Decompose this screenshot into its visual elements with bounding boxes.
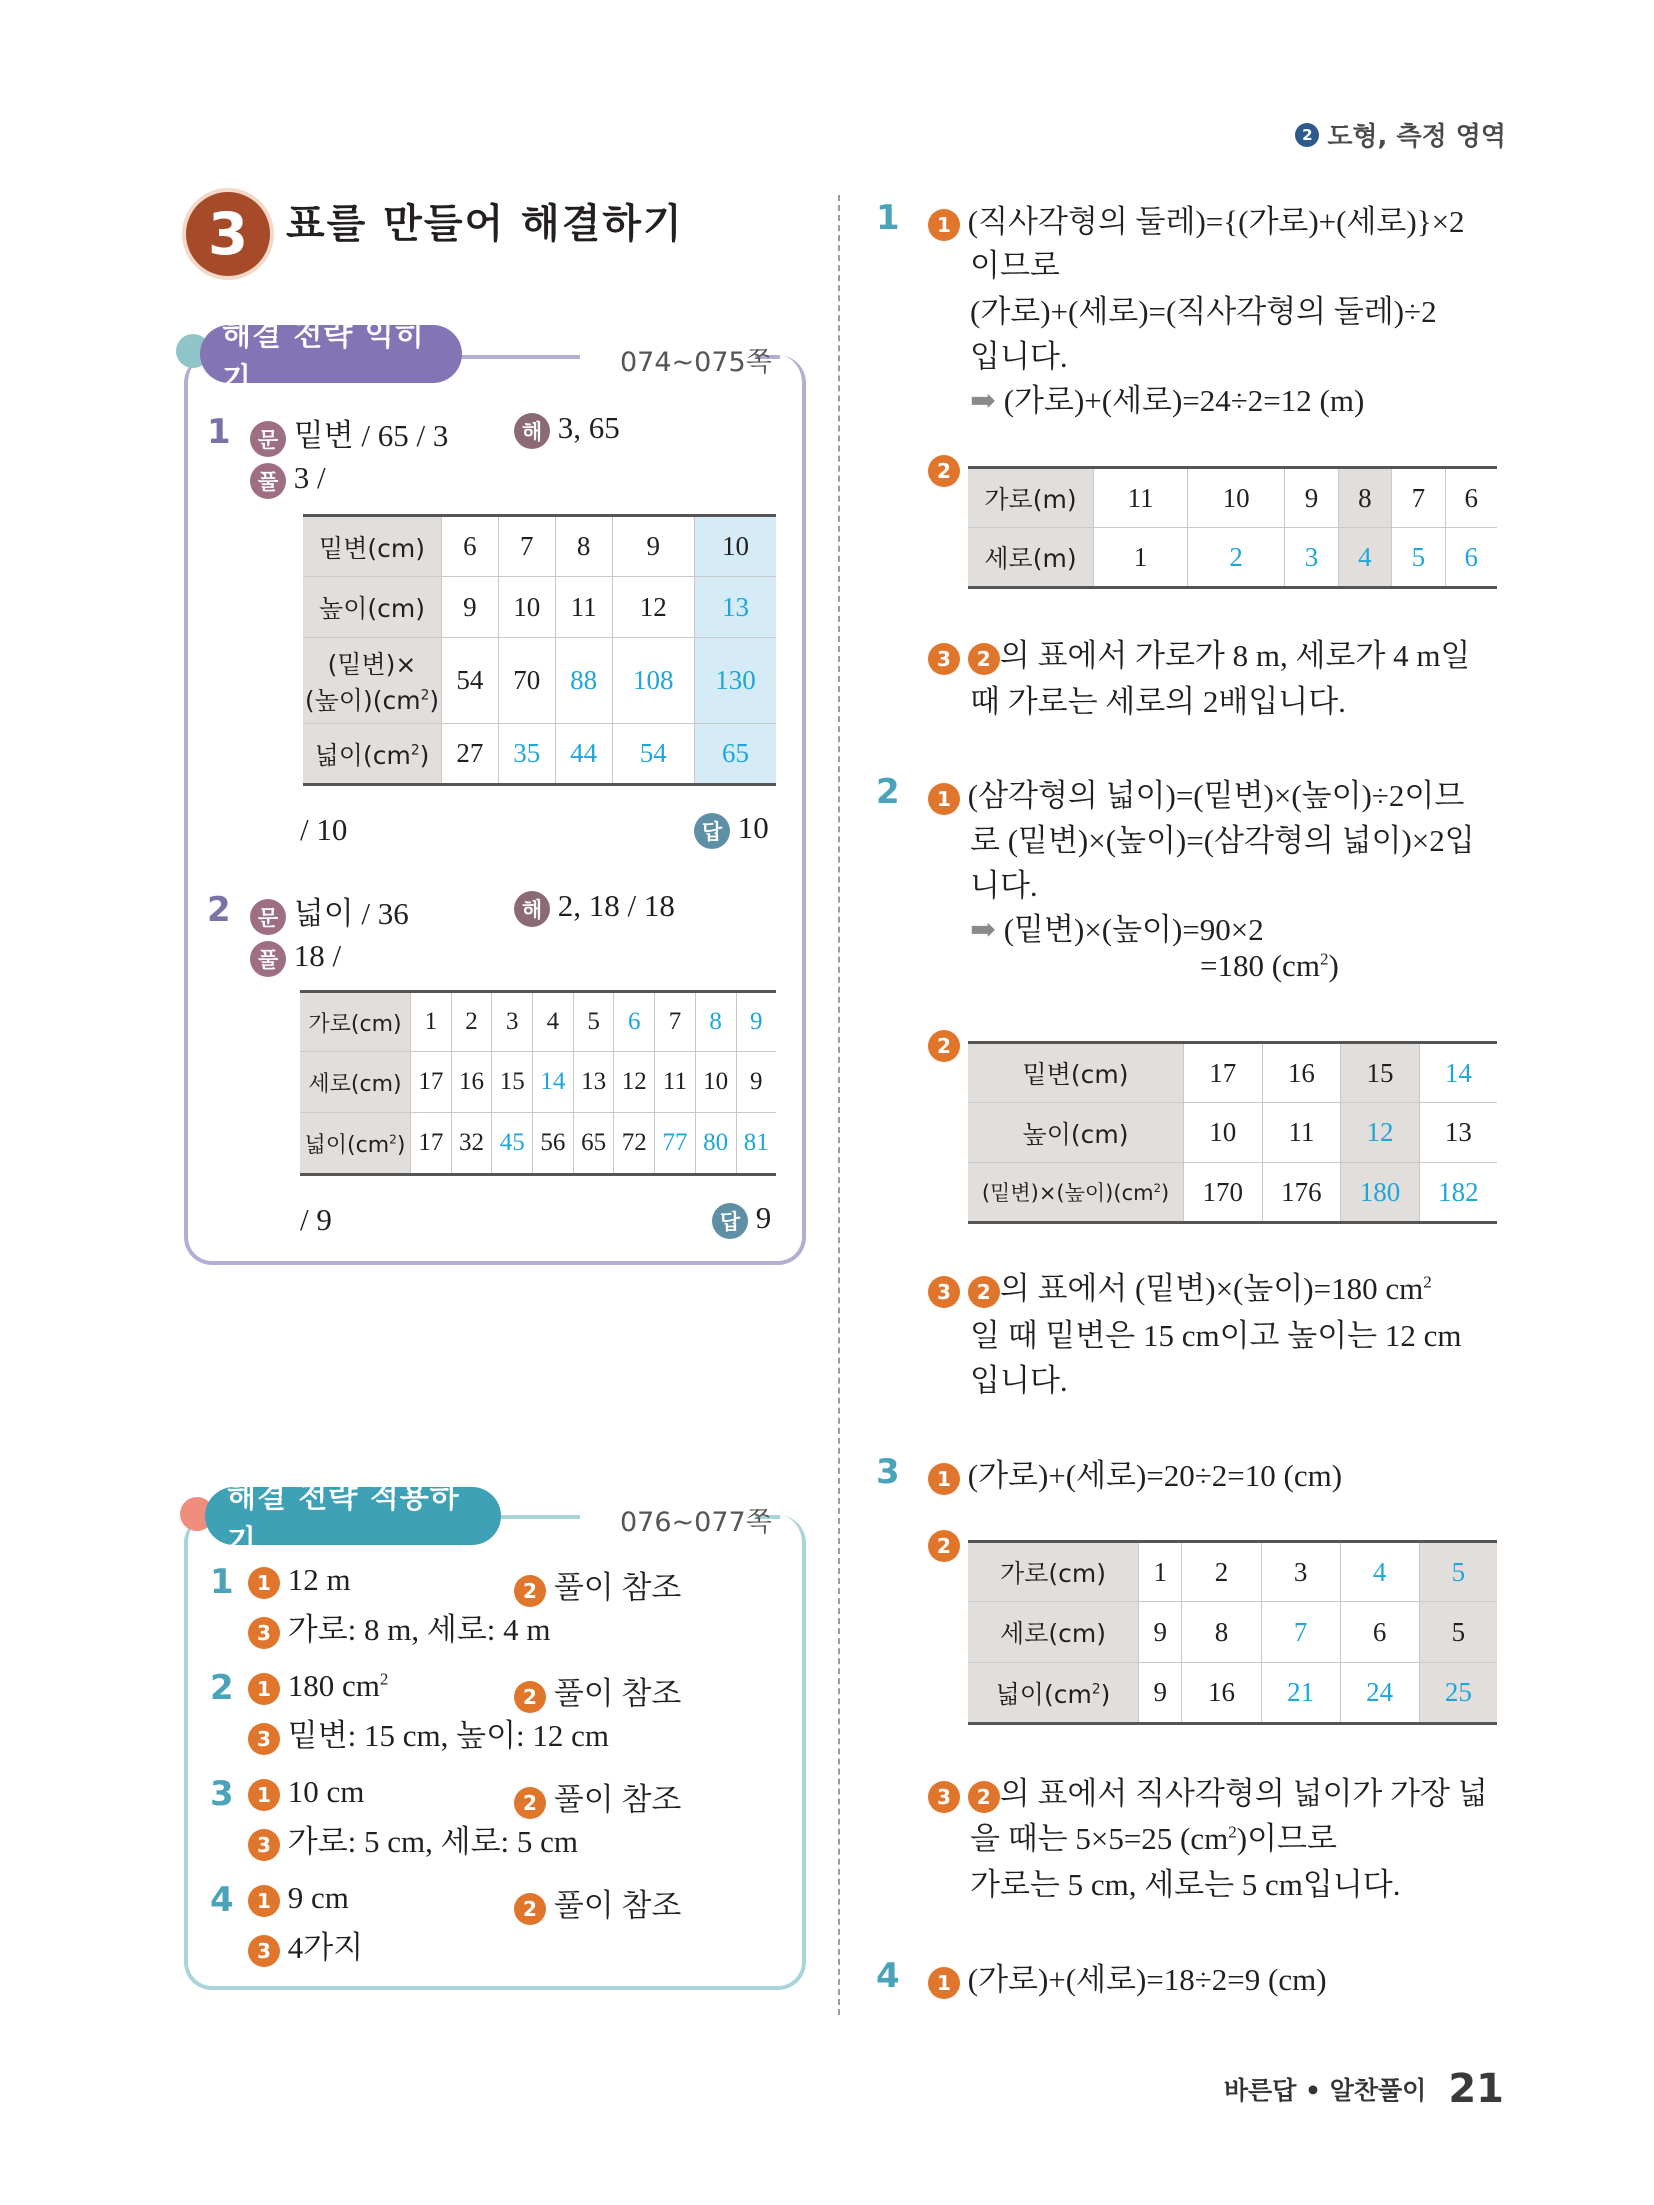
pul-answer: 3 / [293, 460, 326, 495]
pul-answer: 18 / [293, 938, 342, 973]
circle-1-icon: 1 [928, 1463, 960, 1495]
table-width-length-cm [968, 1540, 1497, 1725]
hae-line [514, 888, 675, 927]
table-row [968, 528, 1497, 588]
answer-step2 [514, 1774, 681, 1819]
chapter-tag [1295, 116, 1506, 153]
table-cell: 70 [498, 638, 555, 724]
answer-step2 [514, 1562, 681, 1607]
solution-line [1200, 948, 1339, 984]
answer-text: 풀이 참조 [553, 1570, 682, 1605]
pul-line [250, 460, 326, 499]
solution-text: 의 표에서 (밑변)×(높이)=180 cm [999, 1271, 1424, 1306]
table-cell: 6 [614, 992, 655, 1052]
answer-step3 [248, 1922, 363, 1967]
page-range: 074~075쪽 [620, 347, 772, 378]
pul-line [250, 938, 341, 977]
answer-step1 [248, 1562, 351, 1599]
table-cell: 8 [555, 516, 612, 577]
table-cell: 14 [1419, 1043, 1497, 1103]
mun-icon: 문 [250, 899, 286, 935]
hae-answer: 2, 18 / 18 [557, 888, 675, 923]
table-cell: 65 [694, 724, 776, 785]
table-cell: 3 [492, 992, 533, 1052]
circle-2-icon: 2 [928, 455, 960, 487]
problem-line [250, 410, 448, 457]
solution-text: 의 표에서 직사각형의 넓이가 가장 넓 [999, 1776, 1488, 1811]
circle-2-icon: 2 [928, 1030, 960, 1062]
table-cell: 1 [1094, 528, 1188, 588]
circle-3-icon: 3 [248, 1935, 280, 1967]
solution-line: 로 (밑변)×(높이)=(삼각형의 넓이)×2입 [970, 823, 1475, 858]
solution-line [928, 630, 1470, 675]
table-cell: 17 [411, 1052, 452, 1113]
table-row [303, 638, 776, 724]
table-cell: 8 [695, 992, 736, 1052]
table-header-cell [968, 1163, 1184, 1223]
table-cell: 32 [451, 1113, 492, 1175]
table-cell: 80 [695, 1113, 736, 1175]
table-cell: 12 [1341, 1103, 1420, 1163]
header-text: ) [396, 1132, 406, 1158]
pul-icon: 풀 [250, 463, 286, 499]
answer-text: 풀이 참조 [553, 1782, 682, 1817]
table-cell: 8 [1182, 1602, 1261, 1663]
table-cell: 5 [1392, 528, 1445, 588]
table-cell: 11 [1094, 468, 1188, 528]
table-cell: 8 [1338, 468, 1391, 528]
table-cell: 44 [555, 724, 612, 785]
superscript: 2 [420, 687, 430, 704]
answer-text: 밑변: 15 cm, 높이: 12 cm [287, 1718, 610, 1753]
superscript: 2 [389, 1132, 397, 1147]
page-number: 21 [1448, 2066, 1504, 2112]
table-cell: 10 [498, 577, 555, 638]
fill-answer: / 10 [300, 812, 348, 847]
table-base-height-area [303, 514, 776, 786]
table-header-cell: 가로(m) [968, 468, 1094, 528]
dap-icon: 답 [712, 1203, 748, 1239]
solution-text: )이므로 [1236, 1821, 1337, 1856]
solution-line [928, 196, 1465, 241]
table-cell: 10 [1187, 468, 1284, 528]
table-cell: 13 [694, 577, 776, 638]
table-header-cell: 밑변(cm) [303, 516, 442, 577]
table-cell: 5 [1419, 1542, 1497, 1602]
header-text: ) [1160, 1181, 1170, 1205]
table-cell: 6 [442, 516, 499, 577]
table-header-cell: 세로(m) [968, 528, 1094, 588]
solution-line [928, 1954, 1327, 1999]
table-cell: 1 [1139, 1542, 1182, 1602]
solution-text: 을 때는 5×5=25 (cm [970, 1821, 1229, 1856]
table-cell: 25 [1419, 1663, 1497, 1724]
circle-2-icon: 2 [968, 1781, 1000, 1813]
circle-2-icon: 2 [514, 1575, 546, 1607]
superscript: 2 [379, 1669, 389, 1689]
table-cell: 27 [442, 724, 499, 785]
hae-line [514, 410, 620, 449]
circle-1-icon: 1 [248, 1673, 280, 1705]
table-cell: 4 [1338, 528, 1391, 588]
page-footer [1224, 2066, 1504, 2112]
table-header-cell: 밑변(cm) [968, 1043, 1184, 1103]
item-number: 3 [210, 1774, 234, 1814]
table-row [303, 724, 776, 785]
table-row [968, 1602, 1497, 1663]
table-cell: 176 [1262, 1163, 1341, 1223]
problem-number: 1 [207, 412, 231, 452]
table-cell: 7 [655, 992, 696, 1052]
answer-text: 풀이 참조 [553, 1676, 682, 1711]
strategy-practice-title: 해결 전략 익히기 [200, 325, 462, 383]
header-text: 넓이(cm [314, 740, 411, 770]
circle-3-icon: 3 [928, 643, 960, 675]
table-cell: 10 [1184, 1103, 1263, 1163]
table-cell: 180 [1341, 1163, 1420, 1223]
solution-text: 의 표에서 가로가 8 m, 세로가 4 m일 [999, 638, 1471, 673]
circle-3-icon: 3 [248, 1829, 280, 1861]
answer-step2 [514, 1880, 681, 1925]
answer-step3 [248, 1604, 551, 1649]
circle-2-icon: 2 [514, 1893, 546, 1925]
table-header-cell: 세로(cm) [968, 1602, 1139, 1663]
page-range: 076~077쪽 [620, 1507, 772, 1538]
item-number: 1 [210, 1562, 234, 1602]
strategy-apply-title: 해결 전략 적용하기 [205, 1487, 501, 1545]
table-header-cell [303, 724, 442, 785]
table-cell: 10 [695, 1052, 736, 1113]
solution-line: 입니다. [970, 339, 1068, 374]
table-cell: 16 [1182, 1663, 1261, 1724]
table-cell: 6 [1340, 1602, 1419, 1663]
header-text: 넓이(cm [304, 1132, 390, 1158]
table-width-length-m [968, 466, 1497, 589]
table-cell: 2 [1182, 1542, 1261, 1602]
table-cell: 12 [612, 577, 694, 638]
table-base-height [968, 1041, 1497, 1224]
answer-text: 180 cm [287, 1668, 380, 1703]
item-number: 2 [210, 1668, 234, 1708]
problem-number: 2 [207, 890, 231, 930]
table-cell: 170 [1184, 1163, 1263, 1223]
table-cell: 16 [451, 1052, 492, 1113]
circle-1-icon: 1 [248, 1567, 280, 1599]
table-width-height-area [300, 990, 776, 1176]
table-header-cell [303, 638, 442, 724]
answer-step1 [248, 1880, 349, 1917]
answer-text: 10 cm [287, 1774, 365, 1809]
solution-text: (가로)+(세로)=18÷2=9 (cm) [967, 1962, 1327, 1997]
table-cell: 72 [614, 1113, 655, 1175]
header-text: 넓이(cm [995, 1679, 1092, 1709]
dap-line [712, 1200, 771, 1239]
solution-text: (밑변)×(높이)=90×2 [1003, 912, 1264, 947]
fill-answer: / 9 [300, 1202, 332, 1237]
table-row [968, 1163, 1497, 1223]
table-row [968, 1542, 1497, 1602]
dap-line [694, 810, 769, 849]
table-cell: 9 [1139, 1663, 1182, 1724]
table-cell: 11 [1262, 1103, 1341, 1163]
table-row [968, 468, 1497, 528]
table-cell: 81 [736, 1113, 776, 1175]
circle-3-icon: 3 [248, 1723, 280, 1755]
header-text: ) [419, 740, 430, 770]
table-cell: 12 [614, 1052, 655, 1113]
solution-line [928, 770, 1464, 815]
superscript: 2 [1153, 1181, 1161, 1195]
table-cell: 17 [411, 1113, 452, 1175]
mun-answer: 밑변 / 65 / 3 [293, 418, 449, 453]
solution-text: (직사각형의 둘레)={(가로)+(세로)}×2 [967, 204, 1465, 239]
circle-2-icon: 2 [514, 1787, 546, 1819]
dap-answer: 9 [755, 1200, 772, 1235]
solution-text: ) [1328, 948, 1339, 983]
table-cell: 77 [655, 1113, 696, 1175]
solution-line [970, 375, 1364, 420]
lesson-number-badge: 3 [182, 188, 274, 280]
footer-text: 바른답 • 알찬풀이 [1223, 2076, 1427, 2105]
table-cell: 15 [492, 1052, 533, 1113]
table-cell: 9 [736, 1052, 776, 1113]
table-cell: 65 [573, 1113, 614, 1175]
circle-1-icon: 1 [248, 1779, 280, 1811]
arrow-right-icon: ➡ [970, 383, 996, 418]
table-cell: 10 [694, 516, 776, 577]
circle-2-icon: 2 [968, 1276, 1000, 1308]
table-cell: 11 [655, 1052, 696, 1113]
answer-text: 12 m [287, 1562, 351, 1597]
arrow-right-icon: ➡ [970, 912, 996, 947]
solution-line: 일 때 밑변은 15 cm이고 높이는 12 cm [970, 1318, 1462, 1353]
circle-3-icon: 3 [248, 1617, 280, 1649]
circle-2-icon: 2 [968, 643, 1000, 675]
solution-text: =180 (cm [1200, 948, 1320, 983]
circle-1-icon: 1 [928, 783, 960, 815]
table-cell: 13 [1419, 1103, 1497, 1163]
table-cell: 17 [1184, 1043, 1263, 1103]
table-cell: 16 [1262, 1043, 1341, 1103]
solution-text: (가로)+(세로)=24÷2=12 (m) [1003, 383, 1365, 418]
solution-line [928, 1263, 1432, 1308]
answer-text: 가로: 8 m, 세로: 4 m [287, 1612, 551, 1647]
table-row [968, 1103, 1497, 1163]
pul-icon: 풀 [250, 941, 286, 977]
column-divider [838, 195, 840, 2015]
circle-1-icon: 1 [248, 1885, 280, 1917]
table-cell: 182 [1419, 1163, 1497, 1223]
lesson-title: 표를 만들어 해결하기 [286, 201, 684, 247]
solution-text: (가로)+(세로)=20÷2=10 (cm) [967, 1458, 1343, 1493]
table-header-cell [300, 1113, 411, 1175]
superscript: 2 [1228, 1822, 1237, 1842]
table-cell: 3 [1285, 528, 1338, 588]
table-cell: 13 [573, 1052, 614, 1113]
table-cell: 3 [1261, 1542, 1340, 1602]
circle-2-icon: 2 [514, 1681, 546, 1713]
hae-answer: 3, 65 [557, 410, 620, 445]
header-text: ) [1100, 1679, 1111, 1709]
table-cell: 9 [736, 992, 776, 1052]
dap-icon: 답 [694, 813, 730, 849]
circle-1-icon: 1 [928, 209, 960, 241]
table-header-cell: 가로(cm) [968, 1542, 1139, 1602]
solution-line [970, 1813, 1337, 1858]
table-cell: 9 [442, 577, 499, 638]
superscript: 2 [1091, 1681, 1101, 1698]
circle-3-icon: 3 [928, 1276, 960, 1308]
solution-line: 니다. [970, 868, 1038, 903]
solution-line [928, 1450, 1342, 1495]
header-text: (높이)(cm [304, 685, 421, 715]
table-cell: 45 [492, 1113, 533, 1175]
table-row [300, 992, 776, 1052]
answer-step2 [514, 1668, 681, 1713]
dap-answer: 10 [737, 810, 769, 845]
answer-text: 4가지 [287, 1930, 364, 1965]
header-line [304, 681, 440, 717]
solution-line: 때 가로는 세로의 2배입니다. [970, 684, 1346, 719]
problem-line [250, 888, 409, 935]
superscript: 2 [410, 742, 420, 759]
table-cell: 2 [451, 992, 492, 1052]
table-header-cell: 세로(cm) [300, 1052, 411, 1113]
table-cell: 7 [1392, 468, 1445, 528]
solution-line: 가로는 5 cm, 세로는 5 cm입니다. [970, 1867, 1401, 1902]
question-number: 4 [876, 1956, 900, 1996]
table-cell: 1 [411, 992, 452, 1052]
chapter-label: 도형, 측정 영역 [1327, 122, 1506, 152]
table-cell: 4 [1340, 1542, 1419, 1602]
table-cell: 6 [1445, 468, 1497, 528]
header-text: (밑변)×(높이)(cm [981, 1181, 1154, 1205]
answer-step3 [248, 1816, 578, 1861]
table-cell: 56 [533, 1113, 574, 1175]
table-cell: 15 [1341, 1043, 1420, 1103]
answer-text: 풀이 참조 [553, 1888, 682, 1923]
table-cell: 88 [555, 638, 612, 724]
table-cell: 108 [612, 638, 694, 724]
table-cell: 130 [694, 638, 776, 724]
table-cell: 5 [573, 992, 614, 1052]
table-cell: 6 [1445, 528, 1497, 588]
table-cell: 9 [612, 516, 694, 577]
solution-line: 입니다. [970, 1363, 1068, 1398]
table-cell: 4 [533, 992, 574, 1052]
question-number: 3 [876, 1452, 900, 1492]
table-cell: 54 [442, 638, 499, 724]
answer-text: 가로: 5 cm, 세로: 5 cm [287, 1824, 579, 1859]
solution-line [928, 1768, 1488, 1813]
table-row [300, 1113, 776, 1175]
table-row [968, 1663, 1497, 1724]
answer-step1 [248, 1668, 388, 1705]
table-header-cell: 가로(cm) [300, 992, 411, 1052]
table-row [300, 1052, 776, 1113]
hae-icon: 해 [514, 891, 550, 927]
circle-2-icon: 2 [928, 1530, 960, 1562]
header-text: ) [429, 685, 440, 715]
table-row [968, 1043, 1497, 1103]
table-cell: 2 [1187, 528, 1284, 588]
table-cell: 7 [1261, 1602, 1340, 1663]
table-cell: 24 [1340, 1663, 1419, 1724]
table-cell: 5 [1419, 1602, 1497, 1663]
solution-line: (가로)+(세로)=(직사각형의 둘레)÷2 [970, 294, 1437, 329]
item-number: 4 [210, 1880, 234, 1920]
table-header-cell: 높이(cm) [968, 1103, 1184, 1163]
table-cell: 14 [533, 1052, 574, 1113]
table-header-cell [968, 1663, 1139, 1724]
table-cell: 7 [498, 516, 555, 577]
table-cell: 35 [498, 724, 555, 785]
table-header-cell: 높이(cm) [303, 577, 442, 638]
answer-text: 9 cm [287, 1880, 349, 1915]
question-number: 2 [876, 772, 900, 812]
solution-text: (삼각형의 넓이)=(밑변)×(높이)÷2이므 [967, 778, 1465, 813]
answer-step1 [248, 1774, 364, 1811]
header-line: (밑변)× [327, 649, 417, 679]
table-cell: 9 [1139, 1602, 1182, 1663]
table-cell: 11 [555, 577, 612, 638]
solution-line: 이므로 [970, 248, 1060, 283]
mun-answer: 넓이 / 36 [293, 896, 409, 931]
table-row [303, 577, 776, 638]
solution-line [970, 904, 1264, 949]
table-cell: 54 [612, 724, 694, 785]
answer-step3 [248, 1710, 609, 1755]
chapter-number-icon: 2 [1295, 123, 1319, 147]
superscript: 2 [1319, 949, 1329, 969]
question-number: 1 [876, 198, 900, 238]
table-cell: 9 [1285, 468, 1338, 528]
mun-icon: 문 [250, 421, 286, 457]
hae-icon: 해 [514, 413, 550, 449]
table-cell: 21 [1261, 1663, 1340, 1724]
circle-3-icon: 3 [928, 1781, 960, 1813]
circle-1-icon: 1 [928, 1967, 960, 1999]
table-row [303, 516, 776, 577]
superscript: 2 [1423, 1272, 1432, 1292]
